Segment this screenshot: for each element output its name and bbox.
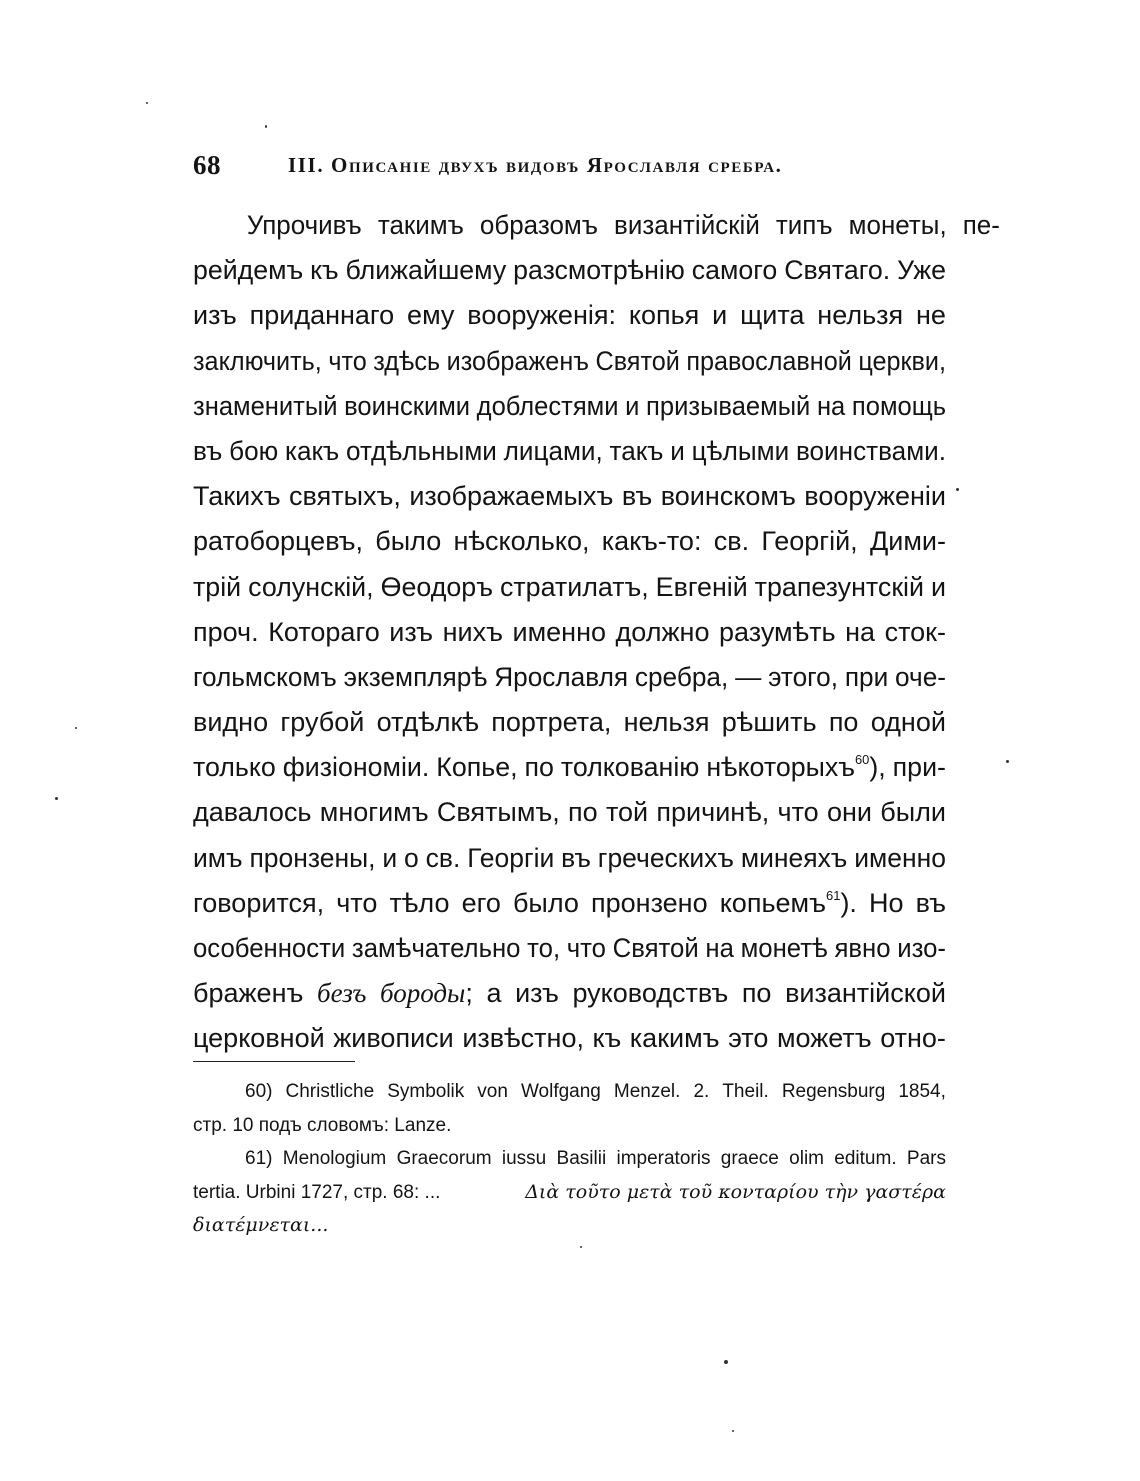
word: минеяхъ (740, 842, 848, 873)
word: особенности (193, 933, 346, 963)
word: приданнаго (249, 300, 395, 331)
word: Георгіи (467, 842, 555, 873)
footnote-word: Theil. (722, 1081, 769, 1102)
word: это (728, 1023, 769, 1054)
word: говорится, (193, 887, 325, 918)
word: только (193, 752, 276, 783)
word: монеты, (848, 210, 947, 240)
word: замѣчательно (351, 933, 521, 963)
word: по (828, 707, 859, 738)
word: бою (229, 435, 279, 466)
word: и (712, 300, 728, 331)
word: на (845, 616, 876, 647)
footnote-word: olim (789, 1148, 824, 1169)
word: имъ (193, 842, 243, 873)
word: воинскомъ (660, 481, 796, 512)
text-line (193, 565, 946, 610)
word: щита (740, 300, 805, 331)
word: что (777, 797, 819, 828)
footnote-61-end (193, 1209, 946, 1243)
footnotes (193, 1075, 946, 1243)
word: гольмскомъ (193, 661, 337, 692)
word: было (375, 526, 442, 557)
text-line (193, 790, 946, 835)
text-line (193, 1016, 946, 1061)
word: византійской (785, 978, 946, 1009)
text-line (193, 836, 946, 881)
word: изъ (389, 616, 434, 647)
text-line (193, 384, 946, 429)
word: воинскими (344, 390, 471, 421)
word: цѣлыми (691, 435, 790, 466)
word: оче- (895, 661, 947, 692)
word: Котораго (268, 616, 380, 647)
word: и (625, 390, 640, 421)
word: заключить, (193, 345, 322, 376)
word: Святымъ, (436, 797, 560, 828)
word: на (816, 390, 846, 421)
word: при (844, 661, 889, 692)
footnote-word: Christliche (285, 1081, 375, 1102)
word: многимъ (319, 797, 429, 828)
word: давалось (193, 797, 312, 828)
word: экземплярѣ (343, 661, 488, 692)
word: лицами, (503, 435, 603, 466)
footnote-61-latin: tertia. Urbini 1727, стр. 68: ... (193, 1181, 441, 1203)
word: ближайшему (345, 255, 507, 286)
word: рѣшить (721, 707, 817, 738)
word: нѣсколько, (453, 526, 590, 557)
word: ратоборцевъ, (193, 526, 364, 557)
footnote-reference[interactable]: 60 (855, 752, 870, 768)
word: какъ-то: (601, 526, 702, 557)
word: физіономіи. (282, 752, 430, 783)
word: призываемый (646, 390, 811, 421)
word-with-footnote-ref: нѣкоторыхъ$^{60}$), (706, 752, 886, 783)
word: и (670, 435, 685, 466)
footnote-61-greek: Διὰ τοῦτο μετὰ τοῦ κονταρίου τὴν γαστέρα (525, 1180, 946, 1203)
word: вооруженіи (804, 481, 946, 512)
text-line (193, 474, 946, 519)
word: здѣсь (373, 345, 441, 376)
word: въ (621, 481, 653, 512)
word: руководствъ (572, 978, 729, 1009)
word: извѣстно, (462, 1023, 584, 1054)
running-title: III. Описаніе двухъ видовъ Ярославля сребра. (288, 153, 783, 177)
word: причинѣ, (656, 797, 770, 828)
word: — (735, 661, 762, 692)
footnote-61-greek-end: διατέμνεται... (193, 1214, 329, 1236)
word: а (486, 978, 502, 1009)
word: Копье, (436, 752, 518, 783)
text-line-with-footnote-ref (193, 745, 946, 790)
word: Георгій, (761, 526, 858, 557)
word: копья (628, 300, 700, 331)
word: знаменитый (193, 390, 338, 421)
word: вооруженія: (467, 300, 616, 331)
footnote-word: imperatoris (616, 1148, 711, 1169)
footnote-word: Menologium (282, 1148, 387, 1169)
text-line (193, 655, 946, 700)
word: типъ (775, 210, 833, 240)
footnote-word: Menzel. (613, 1081, 681, 1102)
word: въ (193, 435, 223, 466)
word: сребра, (634, 661, 729, 692)
word: въ (561, 842, 591, 873)
word: монетѣ (740, 933, 828, 963)
word: были (880, 797, 946, 828)
word: рейдемъ (193, 255, 304, 286)
footnote-60-text-2: стр. 10 подъ словомъ: Lanze. (193, 1114, 452, 1136)
word: его (461, 887, 501, 918)
scan-speck (1006, 760, 1009, 763)
word: Дими- (869, 526, 946, 557)
footnote-word: 61) (245, 1148, 273, 1169)
footnote-60 (193, 1075, 946, 1109)
word: церковной (193, 1023, 325, 1054)
word: нихъ (442, 616, 503, 647)
word: Святой (595, 345, 680, 376)
word: отдѣлкѣ (376, 707, 479, 738)
footnote-61-continued (193, 1176, 946, 1210)
word: тѣло (389, 887, 450, 918)
word: по (568, 797, 598, 828)
footnote-word: 60) (245, 1081, 273, 1102)
word: пе- (962, 210, 1000, 240)
word: Өеодоръ (380, 571, 494, 602)
word: ему (407, 300, 455, 331)
word: что (566, 933, 606, 963)
word: Такихъ (193, 481, 281, 512)
page-header (193, 150, 953, 190)
word: той (605, 797, 649, 828)
word: православной (686, 345, 852, 376)
word: и (930, 571, 946, 602)
word: какъ (284, 435, 340, 466)
text-line-with-italic (193, 971, 946, 1016)
text-line (193, 293, 946, 338)
word: отдѣльными (345, 435, 497, 466)
scan-speck (265, 125, 267, 128)
word: Но (869, 887, 904, 918)
word: по (524, 752, 554, 783)
footnote-reference[interactable]: 61 (825, 887, 841, 903)
word: воинствами. (795, 435, 946, 466)
word: то, (527, 933, 561, 963)
word: изображаемыхъ (409, 481, 614, 512)
word: Святаго. (784, 255, 891, 286)
word: живописи (333, 1023, 454, 1054)
word: толкованію (560, 752, 700, 783)
word: св. (713, 526, 750, 557)
word: не (916, 300, 946, 331)
footnote-word: Wolfgang (520, 1081, 601, 1102)
word: разумѣть (719, 616, 836, 647)
word: было (512, 887, 579, 918)
footnote-word: Basilii (556, 1148, 607, 1169)
word: изо- (897, 933, 946, 963)
footnote-word: editum. (834, 1148, 897, 1169)
word: св. (425, 842, 461, 873)
word: трій (193, 571, 242, 602)
page-number: 68 (193, 150, 221, 180)
scan-speck (75, 727, 77, 729)
word: Ярославля (494, 661, 629, 692)
footnote-word: Regensburg (781, 1081, 886, 1102)
footnote-word: 1854, (898, 1081, 946, 1102)
word: пронзено (591, 887, 708, 918)
main-text (193, 203, 1000, 1062)
word: на (705, 933, 734, 963)
word: къ (592, 1023, 622, 1054)
footnote-word: graece (720, 1148, 779, 1169)
word: видно (193, 707, 269, 738)
word: изъ (515, 978, 559, 1009)
word: въ (915, 887, 946, 918)
word: проч. (193, 616, 259, 647)
word: образомъ (479, 210, 598, 240)
word: разсмотрѣнію (513, 255, 685, 286)
footnote-divider (193, 1061, 355, 1062)
text-line (193, 203, 1000, 248)
word: грубой (280, 707, 365, 738)
word: помощь (851, 390, 947, 421)
footnote-word: Graecorum (396, 1148, 492, 1169)
word: изображенъ (446, 345, 589, 376)
text-line (193, 248, 946, 293)
word: Упрочивъ (246, 210, 362, 240)
word: доблестями (476, 390, 619, 421)
word: пронзены, (249, 842, 376, 873)
footnote-word: iussu (501, 1148, 547, 1169)
word: должно (615, 616, 710, 647)
text-line-with-footnote-ref (193, 881, 946, 926)
word: Евгеній (655, 571, 748, 602)
footnote-word: 2. (693, 1081, 710, 1102)
italic-word: безъ (316, 978, 367, 1009)
word-with-footnote-ref: копьемъ$^{61}$). (719, 887, 857, 918)
word: стратилатъ, (499, 571, 649, 602)
word: къ (310, 255, 339, 286)
word: солунскій, (248, 571, 374, 602)
word: святыхъ, (289, 481, 401, 512)
word: сток- (884, 616, 946, 647)
footnote-word: von (477, 1081, 508, 1102)
word: и (382, 842, 398, 873)
word: церкви, (858, 345, 946, 376)
word: по (741, 978, 772, 1009)
word: при- (892, 752, 946, 783)
word: Уже (897, 255, 946, 286)
text-line (193, 926, 946, 971)
footnote-word: Pars (906, 1148, 946, 1169)
scan-speck (580, 1246, 582, 1248)
text-line (193, 610, 946, 655)
word: такимъ (377, 210, 464, 240)
word: именно (512, 616, 606, 647)
word: они (826, 797, 872, 828)
word: нельзя (623, 707, 710, 738)
word: трапезунтскій (754, 571, 925, 602)
text-line (193, 700, 946, 745)
word: именно (854, 842, 946, 873)
scan-speck (55, 797, 58, 800)
word: Святой (612, 933, 699, 963)
footnote-61 (193, 1142, 946, 1176)
scan-speck (146, 102, 148, 104)
scan-speck (732, 1430, 734, 1432)
word: нельзя (817, 300, 904, 331)
italic-word: бороды; (380, 978, 473, 1009)
word: явно (834, 933, 891, 963)
scan-speck (956, 488, 959, 491)
word: этого, (768, 661, 839, 692)
word: что (328, 345, 367, 376)
word: можетъ (776, 1023, 872, 1054)
word: одной (870, 707, 946, 738)
word: что (336, 887, 378, 918)
footnote-word: Symbolik (387, 1081, 465, 1102)
text-line (193, 339, 946, 384)
text-line (193, 429, 946, 474)
word: браженъ (193, 978, 304, 1009)
footnote-60-continued (193, 1109, 946, 1143)
word: отно- (880, 1023, 946, 1054)
word: о (404, 842, 419, 873)
word: изъ (193, 300, 237, 331)
word: самого (691, 255, 778, 286)
scan-speck (724, 1360, 728, 1364)
word: такъ (609, 435, 664, 466)
word: портрета, (491, 707, 612, 738)
word: какимъ (629, 1023, 720, 1054)
word: византійскій (614, 210, 760, 240)
text-line (193, 519, 946, 564)
word: греческихъ (597, 842, 734, 873)
